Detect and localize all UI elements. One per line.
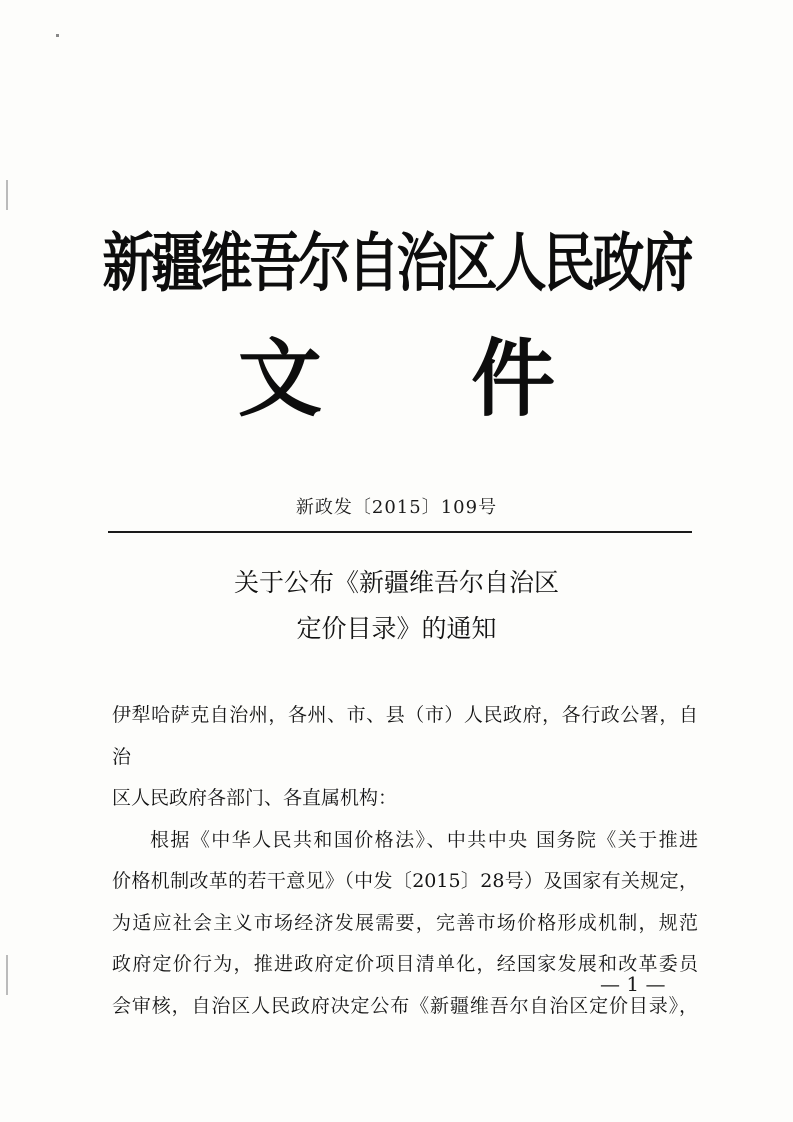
notice-title-line-2: 定价目录》的通知 [296,614,497,643]
page-number: — 1 — [600,972,666,996]
body-paragraph-line-4: 政府定价行为，推进政府定价项目清单化，经国家发展和改革委员 [112,953,698,975]
body-paragraph-line-3: 为适应社会主义市场经济发展需要，完善市场价格形成机制，规范 [112,911,698,934]
notice-title [0,560,793,652]
document-type-header: 文 件 [237,330,616,428]
scan-mark [6,180,8,210]
body-paragraph-line-2: 价格机制改革的若干意见》（中发〔2015〕28号）及国家有关规定， [112,870,698,892]
scan-mark [56,34,59,37]
addressee-line-2: 区人民政府各部门、各直属机构： [112,787,398,809]
issuing-organization-header: 新疆维吾尔自治区人民政府 [102,227,691,302]
body-paragraph-line-5: 会审核，自治区人民政府决定公布《新疆维吾尔自治区定价目录》， [112,994,698,1017]
body-paragraph-line-1: 根据《中华人民共和国价格法》、中共中央 国务院《关于推进 [150,828,698,851]
document-number: 新政发〔2015〕109号 [295,497,498,518]
scan-mark [6,955,8,995]
notice-title-line-1: 关于公布《新疆维吾尔自治区 [233,568,559,597]
header-divider-rule [108,531,692,533]
addressee-line-1: 伊犁哈萨克自治州，各州、市、县（市）人民政府，各行政公署，自治 [112,704,698,768]
